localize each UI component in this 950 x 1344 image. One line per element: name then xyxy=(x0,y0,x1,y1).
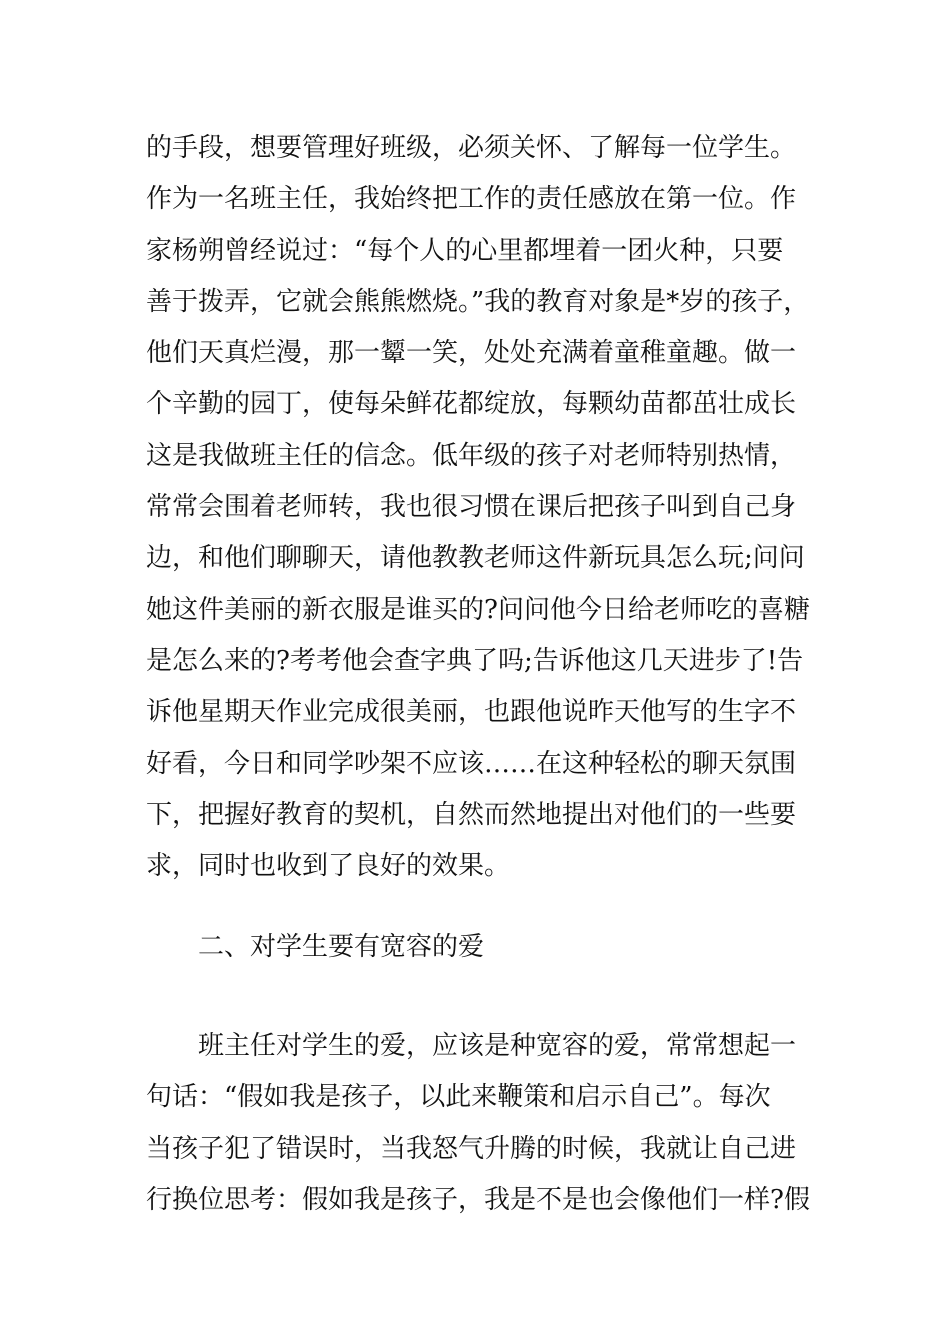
text-line: 她这件美丽的新衣服是谁买的?问问他今日给老师吃的喜糖 xyxy=(146,594,810,625)
text-line: 诉他星期天作业完成很美丽，也跟他说昨天他写的生字不 xyxy=(146,697,797,728)
text-line: 家杨朔曾经说过：“每个人的心里都埋着一团火种，只要 xyxy=(146,235,784,266)
body-paragraph-1 xyxy=(146,123,826,892)
text-line: 他们天真烂漫，那一颦一笑，处处充满着童稚童趣。做一 xyxy=(146,338,797,369)
text-line: 边，和他们聊聊天，请他教教老师这件新玩具怎么玩;问问 xyxy=(146,543,805,574)
text-line: 个辛勤的园丁，使每朵鲜花都绽放，每颗幼苗都茁壮成长 xyxy=(146,389,797,420)
text-line: 句话：“假如我是孩子，以此来鞭策和启示自己”。每次 xyxy=(146,1082,771,1113)
section-heading xyxy=(198,922,878,973)
section-heading-text: 二、对学生要有宽容的爱 xyxy=(198,932,485,962)
text-line: 班主任对学生的爱，应该是种宽容的爱，常常想起一 xyxy=(198,1031,797,1061)
text-line: 是怎么来的?考考他会查字典了吗;告诉他这几天进步了!告 xyxy=(146,645,804,676)
text-line: 行换位思考：假如我是孩子，我是不是也会像他们一样?假 xyxy=(146,1184,810,1215)
text-line: 好看，今日和同学吵架不应该……在这种轻松的聊天氛围 xyxy=(146,748,797,779)
text-line: 善于拨弄，它就会熊熊燃烧。”我的教育对象是*岁的孩子， xyxy=(146,286,810,317)
text-line: 这是我做班主任的信念。低年级的孩子对老师特别热情， xyxy=(146,440,797,471)
text-line: 求，同时也收到了良好的效果。 xyxy=(146,851,511,882)
text-line: 的手段，想要管理好班级，必须关怀、了解每一位学生。 xyxy=(146,133,797,163)
text-line: 作为一名班主任，我始终把工作的责任感放在第一位。作 xyxy=(146,184,797,215)
text-line: 当孩子犯了错误时，当我怒气升腾的时候，我就让自己进 xyxy=(146,1133,797,1164)
text-line: 常常会围着老师转，我也很习惯在课后把孩子叫到自己身 xyxy=(146,492,797,523)
body-paragraph-2 xyxy=(146,1021,826,1226)
text-line: 下，把握好教育的契机，自然而然地提出对他们的一些要 xyxy=(146,799,797,830)
